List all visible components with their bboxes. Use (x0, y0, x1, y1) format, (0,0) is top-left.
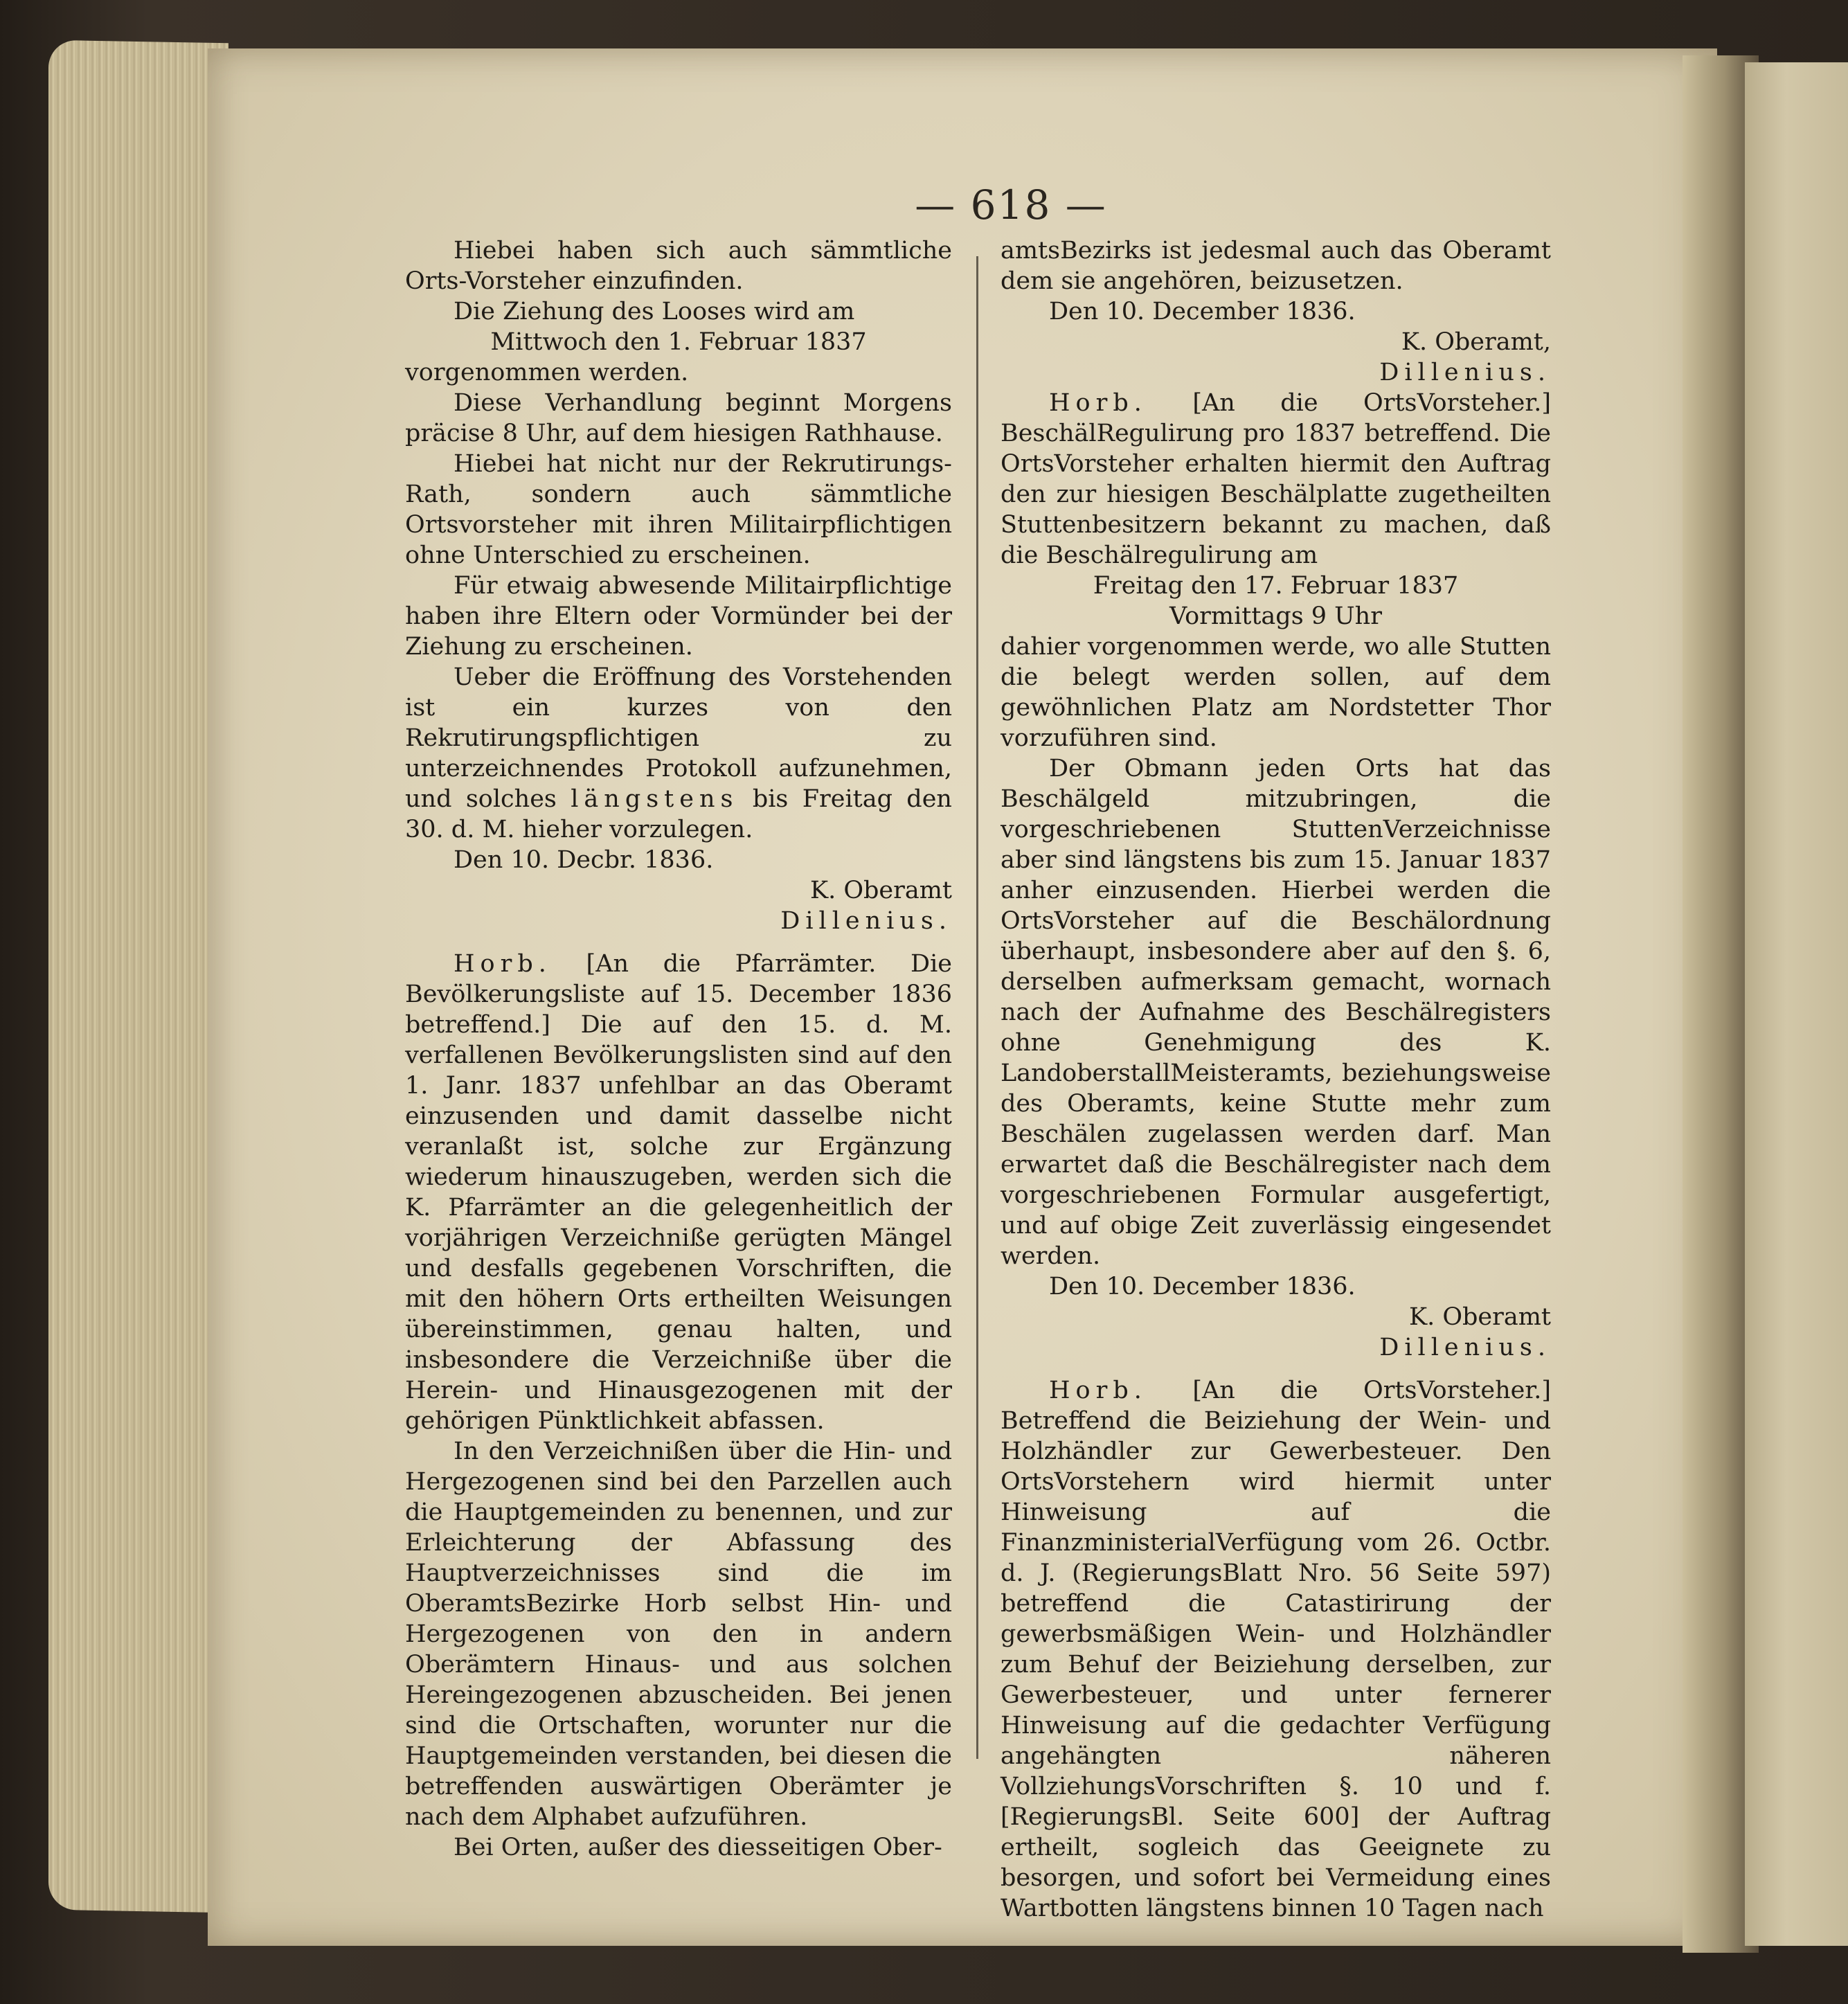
facing-page-edge (1745, 62, 1848, 1946)
paragraph: Bei Orten, außer des diesseitigen Ober- (454, 1834, 942, 1861)
paragraph: vorgenommen werden. (405, 359, 689, 386)
text-run: [An die Pfarrämter. Die Bevölkerungsliste auf 15. December 1836 betreffend.] Die auf den 15. d. M. verfallenen Bevölkerungslisten sind auf den 1. Janr. 1837 unfehlbar an das Oberamt einzusenden und damit dasselbe nicht veranlaßt ist, solche zur Ergänzung wiederum hinauszugeben, werden sich die K. Pfarrämter an die gelegenheitlich der vorjährigen Verzeichniße gerügten Mängel und desfalls gegebenen Vorschriften, die mit den höhern Orts ertheilten Weisungen übereinstimmen, genau halten, und insbesondere die Verzeichniße über die Herein- und Hinausgezogenen mit der gehörigen Pünktlichkeit abfassen. (405, 950, 952, 1435)
paragraph: Die Ziehung des Looses wird am (454, 298, 855, 325)
paragraph: dahier vorgenommen werde, wo alle Stutten die belegt werden sollen, auf dem gewöhnlichen Platz am Nordstetter Thor vorzuführen sind. (1001, 633, 1551, 752)
text-run: Ueber die Eröffnung des Vorstehenden ist ein kurzes von den Rekrutirungspflichtigen zu unterzeichnendes Protokoll aufzunehmen, und solches (405, 663, 952, 813)
paragraph: amtsBezirks ist jedesmal auch das Oberamt dem sie angehören, beizusetzen. (1001, 237, 1551, 295)
signature-office: K. Oberamt (1408, 1303, 1551, 1331)
paragraph: Vormittags 9 Uhr (1169, 602, 1382, 630)
page-edges (48, 40, 228, 1913)
left-column (405, 235, 952, 1863)
paragraph: Der Obmann jeden Orts hat das Beschälgeld mitzubringen, die vorgeschriebenen StuttenVerzeichnisse aber sind längstens bis zum 15. Januar 1837 anher einzusenden. Hierbei werden die OrtsVorsteher auf die Beschälordnung überhaupt, insbesondere aber auf den §. 6, derselben aufmerksam gemacht, wornach nach der Aufnahme des Beschälregisters ohne Genehmigung des K. LandoberstallMeisteramts, beziehungsweise des Oberamts, keine Stutte mehr zum Beschälen zugelassen werden darf. Man erwartet daß die Beschälregister nach dem vorgeschriebenen Formular ausgefertigt, und auf obige Zeit zuverlässig eingesendet werden. (1001, 755, 1551, 1270)
paragraph: Hiebei hat nicht nur der Rekrutirungs-Rath, sondern auch sämmtliche Ortsvorsteher mit ihren Militairpflichtigen ohne Unterschied zu erscheinen. (405, 450, 952, 569)
text-run: [An die OrtsVorsteher.] Betreffend die Beiziehung der Wein- und Holzhändler zur Gewerbesteuer. Den OrtsVorstehern wird hiermit unter Hinweisung auf die FinanzministerialVerfügung vom 26. Octbr. d. J. (RegierungsBlatt Nro. 56 Seite 597) betreffend die Catastirirung der gewerbsmäßigen Wein- und Holzhändler zum Behuf der Beiziehung derselben, zur Gewerbesteuer, und unter fernerer Hinweisung auf die gedachter Verfügung angehängten näheren VollziehungsVorschriften §. 10 und f. [RegierungsBl. Seite 600] der Auftrag ertheilt, sogleich das Geeignete zu besorgen, und sofort bei Vermeidung eines Wartbotten längstens binnen 10 Tagen nach (1001, 1377, 1551, 1922)
place-name: Horb. (1049, 1377, 1147, 1404)
paragraph: Mittwoch den 1. Februar 1837 (490, 328, 867, 356)
spaced-text: längstens (571, 785, 739, 813)
paragraph (405, 949, 952, 1436)
paragraph: Diese Verhandlung beginnt Morgens präcise 8 Uhr, auf dem hiesigen Rathhause. (405, 389, 952, 447)
column-divider (976, 256, 978, 1759)
date-line: Den 10. December 1836. (1049, 1273, 1356, 1300)
signature-office: K. Oberamt, (1401, 328, 1551, 356)
date-line: Den 10. December 1836. (1049, 298, 1356, 325)
place-name: Horb. (1049, 389, 1147, 417)
signature-name: Dillenius. (1379, 359, 1551, 386)
paragraph (1001, 388, 1551, 571)
place-name: Horb. (454, 950, 552, 978)
paragraph (1001, 1375, 1551, 1924)
text-run: bis Freitag den 30. d. M. hieher vorzulegen. (405, 785, 952, 843)
paragraph: Hiebei haben sich auch sämmtliche Orts-Vorsteher einzufinden. (405, 237, 952, 295)
paragraph: In den Verzeichnißen über die Hin- und Hergezogenen sind bei den Parzellen auch die Hauptgemeinden zu benennen, und zur Erleichterung der Abfassung des Hauptverzeichnisses sind die im OberamtsBezirke Horb selbst Hin- und Hergezogenen von den in andern Oberämtern Hinaus- und aus solchen Hereingezogenen abzuscheiden. Bei jenen sind die Ortschaften, worunter nur die Hauptgemeinden verstanden, bei diesen die betreffenden auswärtigen Oberämter je nach dem Alphabet aufzuführen. (405, 1438, 952, 1831)
signature-name: Dillenius. (1379, 1334, 1551, 1361)
signature-name: Dillenius. (780, 907, 952, 935)
paragraph: Für etwaig abwesende Militairpflichtige haben ihre Eltern oder Vormünder bei der Ziehung zu erscheinen. (405, 572, 952, 661)
page-number: — 618 — (915, 181, 1107, 229)
paragraph (405, 662, 952, 845)
date-line: Den 10. Decbr. 1836. (454, 846, 714, 874)
text-run: [An die OrtsVorsteher.] BeschälRegulirung pro 1837 betreffend. Die OrtsVorsteher erhalten hiermit den Auftrag den zur hiesigen Beschälplatte zugetheilten Stuttenbesitzern bekannt zu machen, daß die Beschälregulirung am (1001, 389, 1551, 569)
signature-office: K. Oberamt (809, 877, 952, 904)
right-column (1001, 235, 1551, 1924)
paragraph: Freitag den 17. Februar 1837 (1093, 572, 1459, 600)
